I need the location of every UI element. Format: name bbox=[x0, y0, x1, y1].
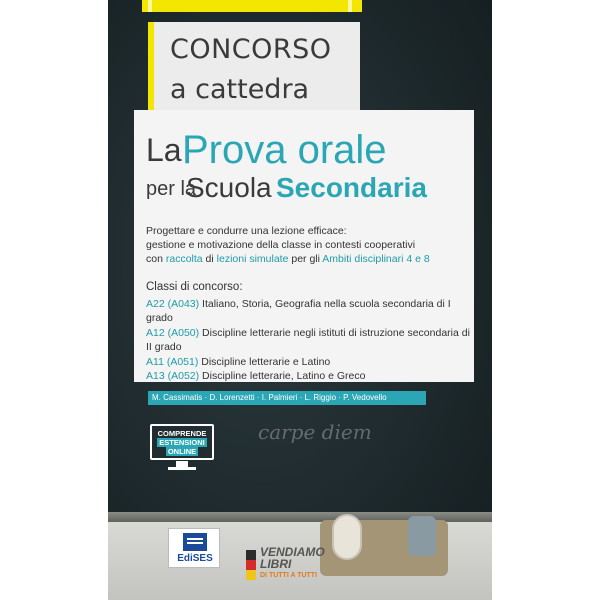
series-title: CONCORSO bbox=[170, 34, 332, 65]
title-main: Prova orale bbox=[182, 128, 387, 172]
classi-text: Discipline letterarie negli istituti di istruzione secondaria di II grado bbox=[146, 326, 470, 353]
book-cover bbox=[108, 0, 492, 600]
publisher-name: EdiSES bbox=[177, 553, 213, 564]
series-subtitle: a cattedra bbox=[170, 74, 310, 105]
online-extensions-badge bbox=[150, 424, 214, 476]
description-line: Progettare e condurre una lezione efficace: bbox=[146, 225, 347, 237]
classi-heading: Classi di concorso: bbox=[146, 281, 243, 293]
book-logo-icon bbox=[183, 533, 207, 551]
strip-tick bbox=[348, 0, 352, 12]
authors-bar: M. Cassimatis · D. Lorenzetti · I. Palmieri · L. Riggio · P. Vedovello bbox=[148, 391, 426, 405]
desc-text: per gli bbox=[288, 253, 323, 265]
classi-code: A22 (A043) bbox=[146, 297, 200, 310]
desc-text: di bbox=[202, 253, 217, 265]
description-line: gestione e motivazione della classe in contesti cooperativi bbox=[146, 239, 416, 251]
monitor-base bbox=[168, 467, 196, 470]
classi-list bbox=[146, 280, 476, 384]
desc-text: con bbox=[146, 253, 166, 265]
stamp-tagline: DI TUTTI A TUTTI bbox=[260, 572, 318, 579]
classi-item bbox=[146, 355, 476, 370]
badge-line: ONLINE bbox=[167, 447, 197, 456]
description-line bbox=[146, 252, 476, 266]
classi-text: Discipline letterarie, Latino e Greco bbox=[199, 370, 366, 382]
title-secondaria: Secondaria bbox=[276, 172, 427, 203]
main-title-box bbox=[134, 110, 474, 382]
top-yellow-strip bbox=[142, 0, 362, 12]
stamp-line: VENDIAMO bbox=[260, 545, 325, 559]
classi-code: A11 (A051) bbox=[146, 355, 199, 368]
badge-line: ESTENSIONI bbox=[159, 438, 205, 447]
title-per: per la bbox=[146, 178, 197, 200]
title-article: La bbox=[146, 132, 182, 168]
classi-text: Discipline letterarie e Latino bbox=[198, 355, 331, 368]
classi-text: Italiano, Storia, Geografia nella scuola secondaria di I grado bbox=[146, 297, 451, 324]
publisher-logo bbox=[168, 528, 220, 568]
stamp-line: LIBRI bbox=[260, 557, 292, 571]
chalkboard-writing: carpe diem bbox=[258, 420, 372, 444]
classi-code: A12 (A050) bbox=[146, 326, 200, 339]
classi-code: A13 (A052) bbox=[146, 370, 200, 382]
classi-item bbox=[146, 326, 476, 355]
strip-tick bbox=[148, 0, 152, 12]
title-scuola: Scuola bbox=[186, 172, 272, 203]
desc-highlight: raccolta bbox=[165, 253, 203, 265]
description bbox=[146, 224, 476, 266]
classi-item bbox=[146, 297, 476, 326]
eraser-icon bbox=[408, 516, 436, 556]
classi-item bbox=[146, 369, 476, 384]
monitor-icon bbox=[150, 424, 214, 460]
flag-icon bbox=[246, 550, 256, 580]
desc-highlight: lezioni simulate bbox=[216, 253, 289, 265]
badge-line: COMPRENDE bbox=[157, 429, 207, 438]
series-label-box bbox=[148, 22, 360, 114]
desc-highlight: Ambiti disciplinari 4 e 8 bbox=[322, 253, 430, 265]
seller-stamp bbox=[246, 546, 338, 592]
